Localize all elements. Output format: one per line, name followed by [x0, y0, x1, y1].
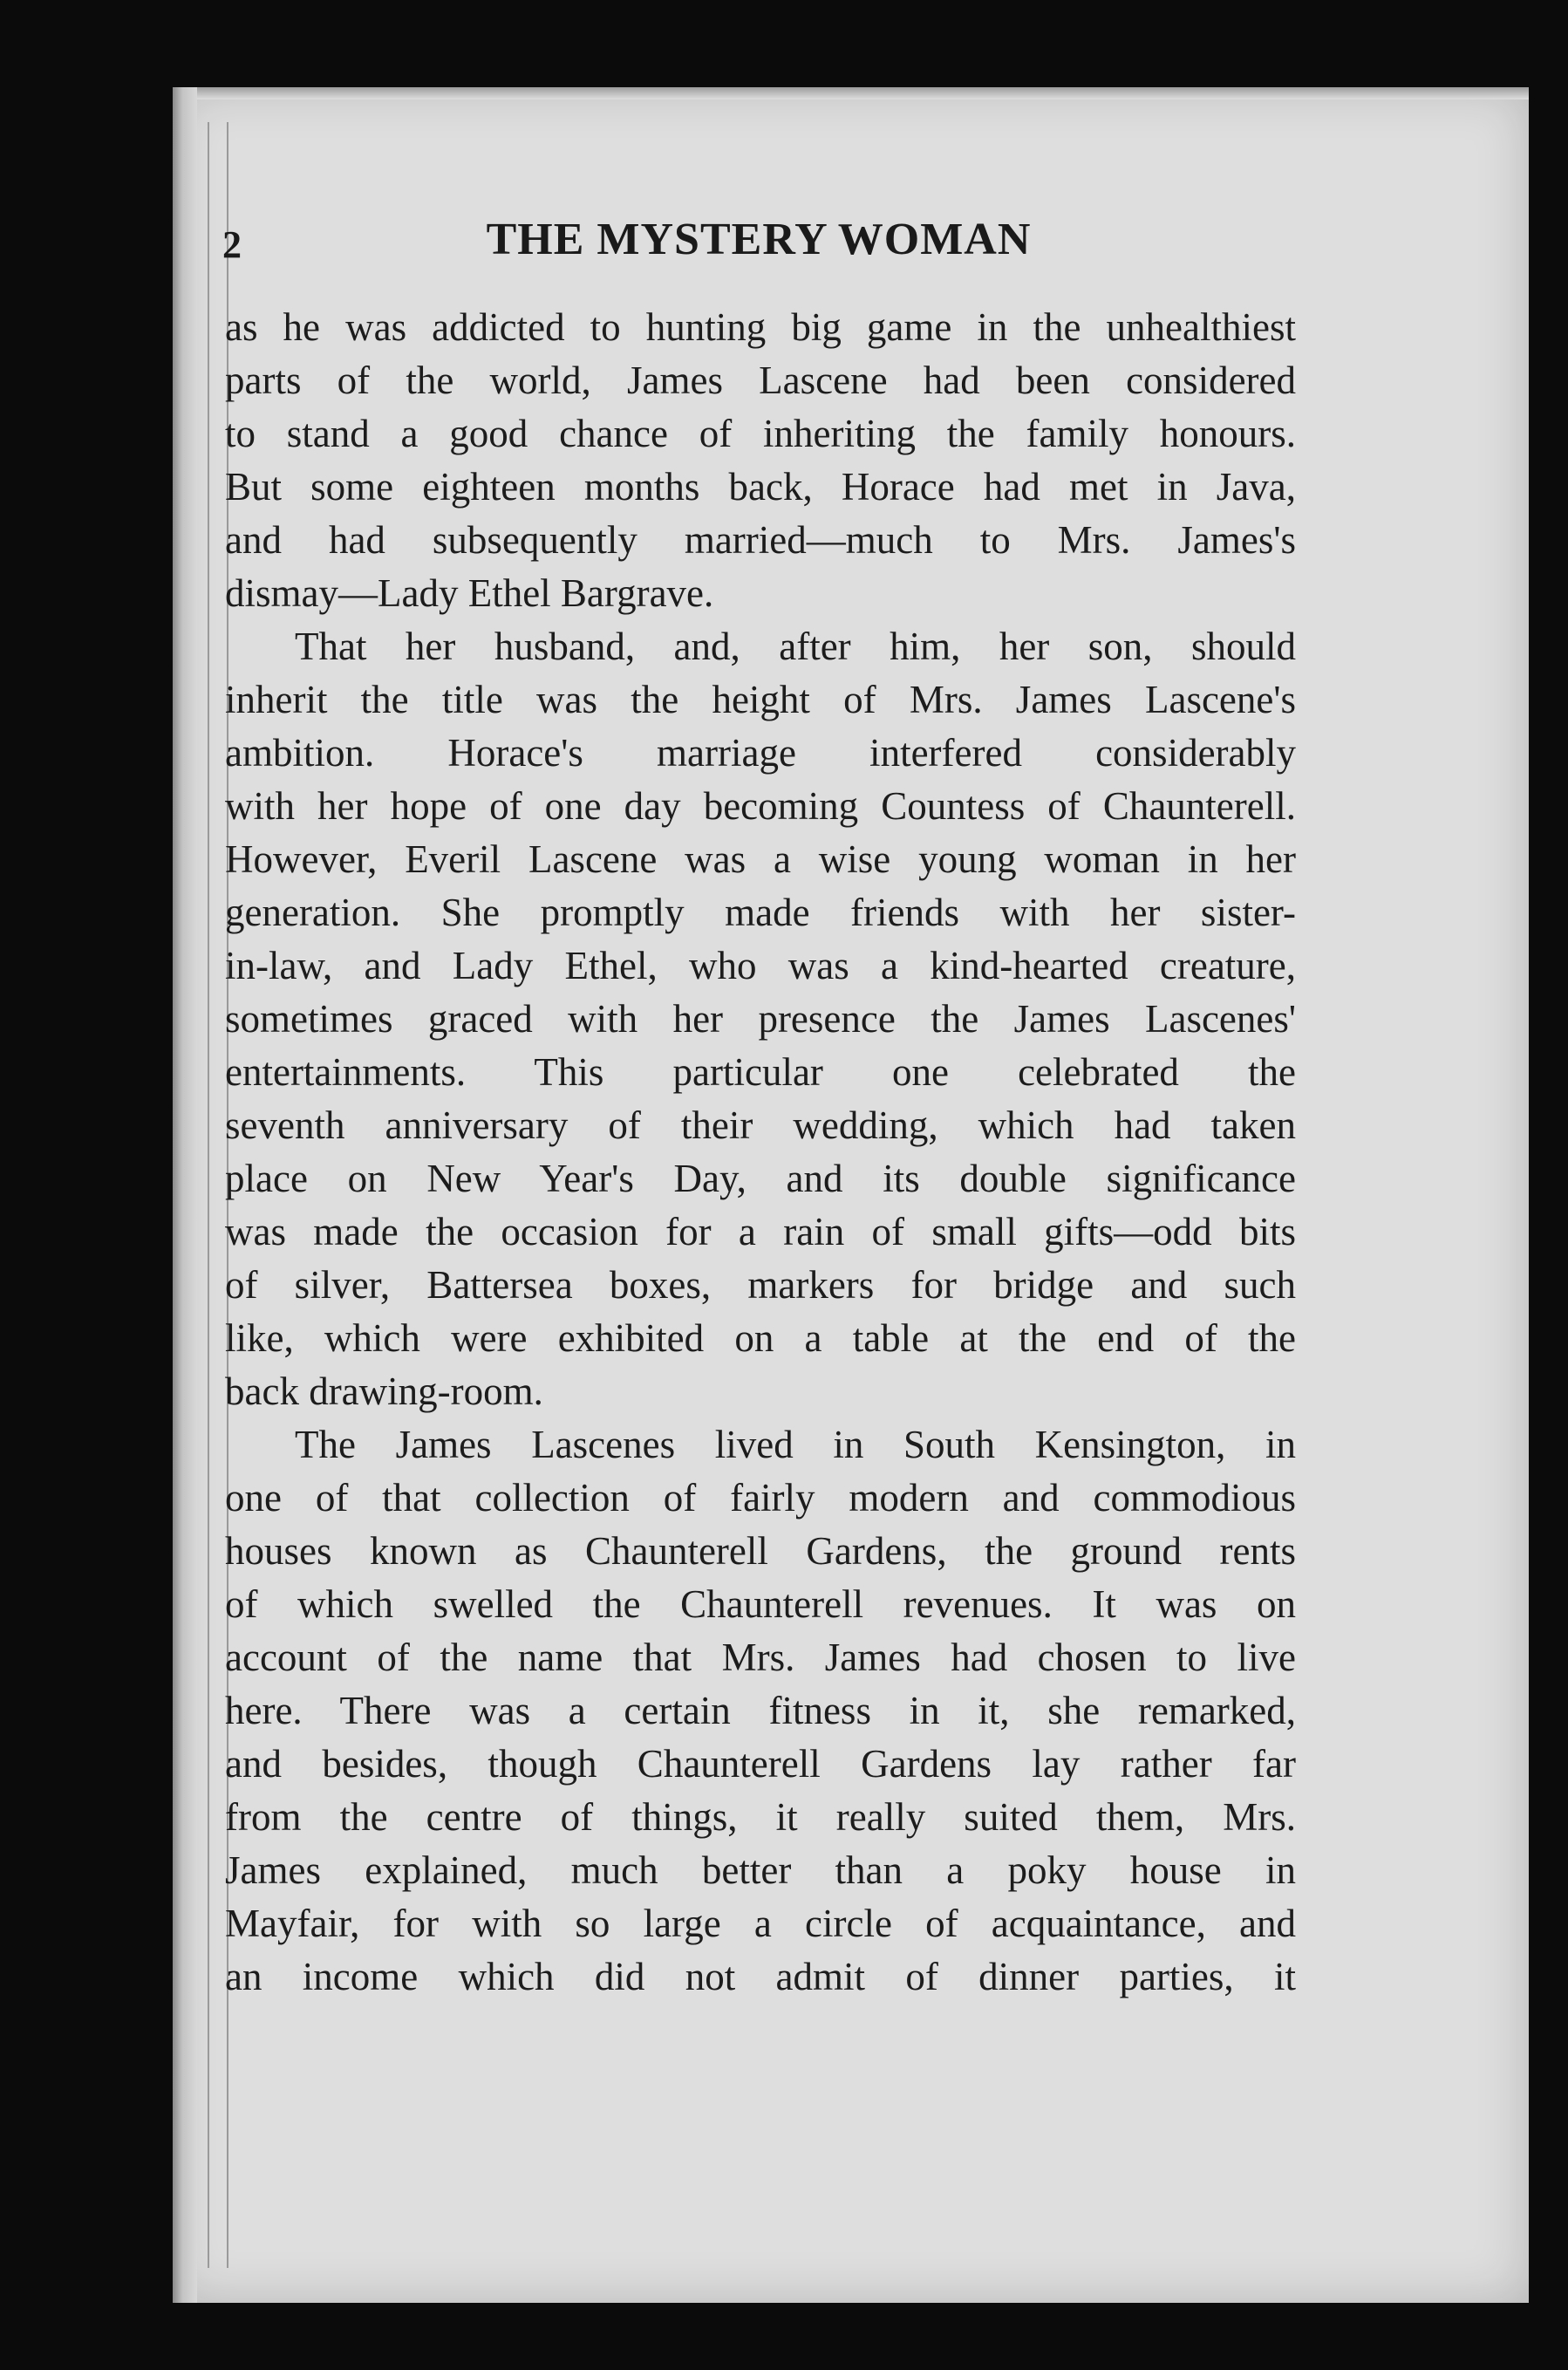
- running-head: [222, 214, 1295, 275]
- text-line: seventh anniversary of their wedding, which had taken: [225, 1103, 1296, 1147]
- binding-line: [208, 122, 209, 2268]
- page-number: 2: [222, 223, 242, 266]
- page-binding-edge: [173, 87, 197, 2303]
- text-line: of which swelled the Chaunterell revenues. It was on: [225, 1582, 1296, 1626]
- paragraph: [225, 620, 1296, 1418]
- text-line: back drawing-room.: [225, 1369, 543, 1413]
- text-line: and besides, though Chaunterell Gardens lay rather far: [225, 1742, 1296, 1786]
- text-line: in-law, and Lady Ethel, who was a kind-hearted creature,: [225, 944, 1296, 987]
- text-line: and had subsequently married—much to Mrs. James's: [225, 518, 1296, 562]
- text-line: The James Lascenes lived in South Kensington, in: [295, 1423, 1296, 1466]
- text-line: dismay—Lady Ethel Bargrave.: [225, 571, 714, 615]
- text-line: entertainments. This particular one celebrated the: [225, 1050, 1296, 1094]
- text-line: to stand a good chance of inheriting the family honours.: [225, 412, 1296, 455]
- text-line: parts of the world, James Lascene had been considered: [225, 359, 1296, 402]
- text-line: That her husband, and, after him, her son, should: [295, 625, 1296, 668]
- text-line: as he was addicted to hunting big game in the unhealthiest: [225, 305, 1296, 349]
- text-line: sometimes graced with her presence the James Lascenes': [225, 997, 1296, 1041]
- page-top-edge: [173, 87, 1529, 99]
- text-line: was made the occasion for a rain of small gifts—odd bits: [225, 1210, 1296, 1253]
- text-line: But some eighteen months back, Horace had met in Java,: [225, 465, 1296, 509]
- body-text: [225, 301, 1296, 2004]
- text-line: an income which did not admit of dinner parties, it: [225, 1955, 1296, 1998]
- text-line: Mayfair, for with so large a circle of acquaintance, and: [225, 1902, 1296, 1945]
- text-line: ambition. Horace's marriage interfered considerably: [225, 731, 1296, 775]
- running-title: THE MYSTERY WOMAN: [486, 215, 1032, 264]
- text-line: However, Everil Lascene was a wise young woman in her: [225, 837, 1296, 881]
- text-line: James explained, much better than a poky house in: [225, 1848, 1296, 1892]
- text-line: houses known as Chaunterell Gardens, the ground rents: [225, 1529, 1296, 1573]
- text-line: place on New Year's Day, and its double significance: [225, 1157, 1296, 1200]
- text-line: like, which were exhibited on a table at the end of the: [225, 1316, 1296, 1360]
- text-line: inherit the title was the height of Mrs. James Lascene's: [225, 678, 1296, 721]
- text-line: account of the name that Mrs. James had chosen to live: [225, 1636, 1296, 1679]
- paragraph: [225, 1418, 1296, 2004]
- text-line: one of that collection of fairly modern and commodious: [225, 1476, 1296, 1520]
- paragraph: [225, 301, 1296, 620]
- text-line: from the centre of things, it really suited them, Mrs.: [225, 1795, 1296, 1839]
- text-line: generation. She promptly made friends with her sister-: [225, 891, 1296, 934]
- text-line: with her hope of one day becoming Countess of Chaunterell.: [225, 784, 1296, 828]
- text-line: here. There was a certain fitness in it, she remarked,: [225, 1689, 1296, 1732]
- text-line: of silver, Battersea boxes, markers for bridge and such: [225, 1263, 1296, 1307]
